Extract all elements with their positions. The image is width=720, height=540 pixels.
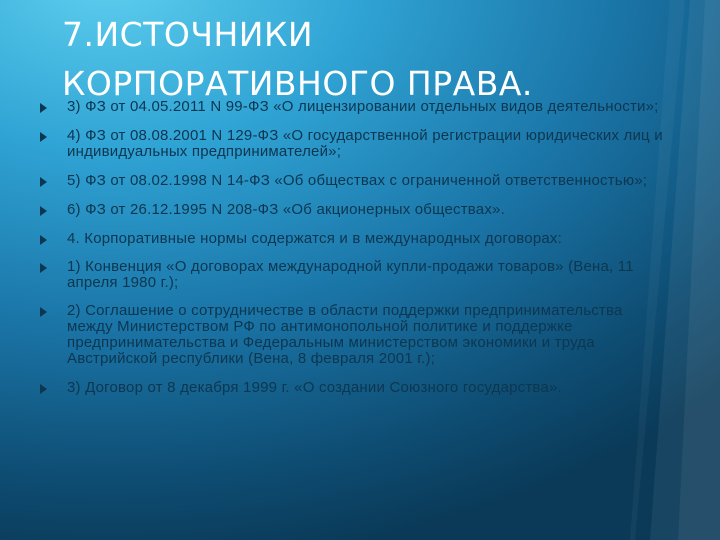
list-item-text: 4) ФЗ от 08.08.2001 N 129-ФЗ «О государственной регистрации юридических лиц и индивидуальных предпринимателей»; (67, 127, 663, 160)
bullet-arrow-icon (40, 132, 47, 142)
list-item-text: 6) ФЗ от 26.12.1995 N 208-ФЗ «Об акционерных обществах». (67, 201, 505, 218)
bullet-arrow-icon (40, 307, 47, 317)
list-item-text: 2) Соглашение о сотрудничестве в области поддержки предпринимательства между Министерством РФ по антимонопольной политике и поддержке предпринимательства и Федеральным министерством экономики и труда Австрийской республики (Вена, 8 февраля 2001 г.); (67, 302, 623, 367)
list-item (40, 128, 670, 160)
list-item (40, 259, 670, 291)
bullet-arrow-icon (40, 384, 47, 394)
bullet-list (40, 99, 670, 396)
list-item (40, 202, 670, 218)
list-item (40, 380, 670, 396)
bullet-arrow-icon (40, 206, 47, 216)
list-item-text: 3) Договор от 8 декабря 1999 г. «О создании Союзного государства». (67, 379, 562, 396)
list-item (40, 303, 670, 367)
list-item-text: 5) ФЗ от 08.02.1998 N 14-ФЗ «Об обществах с ограниченной ответственностью»; (67, 172, 648, 189)
bullet-arrow-icon (40, 235, 47, 245)
list-item (40, 231, 670, 247)
slide-title-line-2: КОРПОРАТИВНОГО ПРАВА. (62, 64, 533, 103)
list-item-text: 4. Корпоративные нормы содержатся и в международных договорах: (67, 230, 562, 247)
slide-title-line-1: 7.ИСТОЧНИКИ (62, 15, 314, 54)
list-item-text: 3) ФЗ от 04.05.2011 N 99-ФЗ «О лицензировании отдельных видов деятельности»; (67, 98, 659, 115)
bullet-arrow-icon (40, 103, 47, 113)
list-item (40, 173, 670, 189)
bullet-arrow-icon (40, 177, 47, 187)
list-item (40, 99, 670, 115)
bullet-arrow-icon (40, 263, 47, 273)
list-item-text: 1) Конвенция «О договорах международной купли-продажи товаров» (Вена, 11 апреля 1980 г.); (67, 258, 634, 291)
slide-title (62, 10, 682, 108)
